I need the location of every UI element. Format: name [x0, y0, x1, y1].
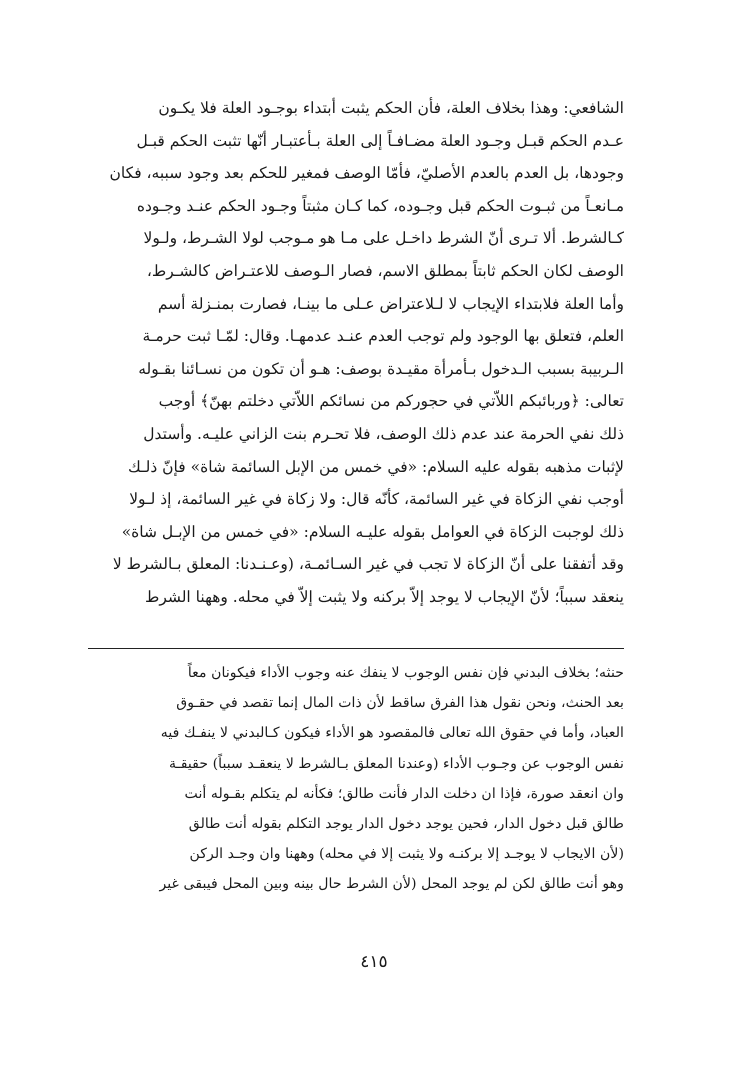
main-text-line: لإثبات مذهبه بقوله عليه السلام: «في خمس من الإبل السائمة شاة» فإنّ ذلـك [128, 457, 624, 476]
main-text-block [88, 92, 624, 614]
footnote-block [88, 658, 624, 900]
main-text-line: ذلك لوجبت الزكاة في العوامل بقوله عليـه السلام: «في خمس من الإبـل شاة» [121, 522, 624, 541]
footnote-divider [88, 648, 624, 649]
main-text-line: الوصف لكان الحكم ثابتاً بمطلق الاسم، فصار الـوصف للاعتـراض كالشـرط، [146, 261, 624, 280]
footnote-line: وهو أنت طالق لكن لم يوجد المحل (لأن الشرط حال بينه وبين المحل فيبقى غير [159, 876, 624, 893]
main-text-line: ينعقد سبباً؛ لأنّ الإيجاب لا يوجد إلاّ بركنه ولا يثبت إلاّ في محله. وههنا الشرط [145, 587, 624, 606]
main-text-line: الشافعي: وهذا بخلاف العلة، فأن الحكم يثبت أبتداء بوجـود العلة فلا يكـون [158, 99, 624, 117]
footnote-line: حنثه؛ بخلاف البدني فإن نفس الوجوب لا ينفك عنه وجوب الأداء فيكونان معاً [187, 665, 624, 681]
main-text-line: وقد أتفقنا على أنّ الزكاة لا تجب في غير السـائمـة، (وعـنـدنا: المعلق بـالشرط لا [112, 555, 624, 574]
footnote-line: بعد الحنث، ونحن نقول هذا الفرق ساقط لأن ذات المال إنما تقصد في حقـوق [176, 695, 624, 712]
main-text-line: وأما العلة فلابتداء الإيجاب لا لـلاعتراض عـلى ما بينـا، فصارت بمنـزلة أسم [157, 294, 624, 313]
main-text-line: مـانعـاً من ثبـوت الحكم قبل وجـوده، كما كـان مثبتاً وجـود الحكم عنـد وجـوده [136, 196, 624, 215]
main-text-line: أوجب نفي الزكاة في غير السائمة، كأنّه قال: ولا زكاة في غير السائمة، إذ لـولا [129, 490, 624, 509]
footnote-line: وان انعقد صورة، فإذا ان دخلت الدار فأنت طالق؛ فكأنه لم يتكلم بقـوله أنت [184, 785, 624, 802]
main-text-line: ذلك نفي الحرمة عند عدم ذلك الوصف، فلا تحـرم بنت الزاني عليـه. وأستدل [143, 424, 624, 443]
main-text-line: وجودها، بل العدم بالعدم الأصليّ، فأمّا الوصف فمغير للحكم بعد وجود سببه، فكان [109, 164, 624, 183]
main-text-line: كـالشرط. ألا تـرى أنّ الشرط داخـل على مـا هو مـوجب لولا الشـرط، ولـولا [143, 229, 624, 248]
main-text-line: عـدم الحكم قبـل وجـود العلة مضـافـاً إلى العلة بـأعتبـار أنّها تثبت الحكم قبـل [136, 131, 624, 150]
footnote-line: (لأن الايجاب لا يوجـد إلا بركنـه ولا يثبت إلا في محله) وههنا وان وجـد الركن [189, 846, 624, 863]
page-number: ٤١٥ [360, 952, 388, 972]
main-text-line: تعالى: ﴿وربائبكم اللاّتي في حجوركم من نسائكم اللاّتي دخلتم بهنّ﴾ أوجب [158, 392, 624, 411]
footnote-line: طالق قبل دخول الدار، فحين يوجد دخول الدار يوجد التكلم بقوله أنت طالق [188, 815, 624, 832]
main-text-line: الـربيبة بسبب الـدخول بـأمرأة مقيـدة بوصف: هـو أن تكون من نسـائنا بقـوله [138, 359, 624, 378]
main-text-line: العلم، فتعلق بها الوجود ولم توجب العدم عنـد عدمهـا. وقال: لمّـا ثبت حرمـة [142, 327, 624, 346]
footnote-line: العباد، وأما في حقوق الله تعالى فالمقصود هو الأداء فيكون كـالبدني لا ينفـك فيه [160, 725, 624, 742]
footnote-line: نفس الوجوب عن وجـوب الأداء (وعندنا المعلق بـالشرط لا ينعقـد سبباً) حقيقـة [168, 755, 624, 772]
